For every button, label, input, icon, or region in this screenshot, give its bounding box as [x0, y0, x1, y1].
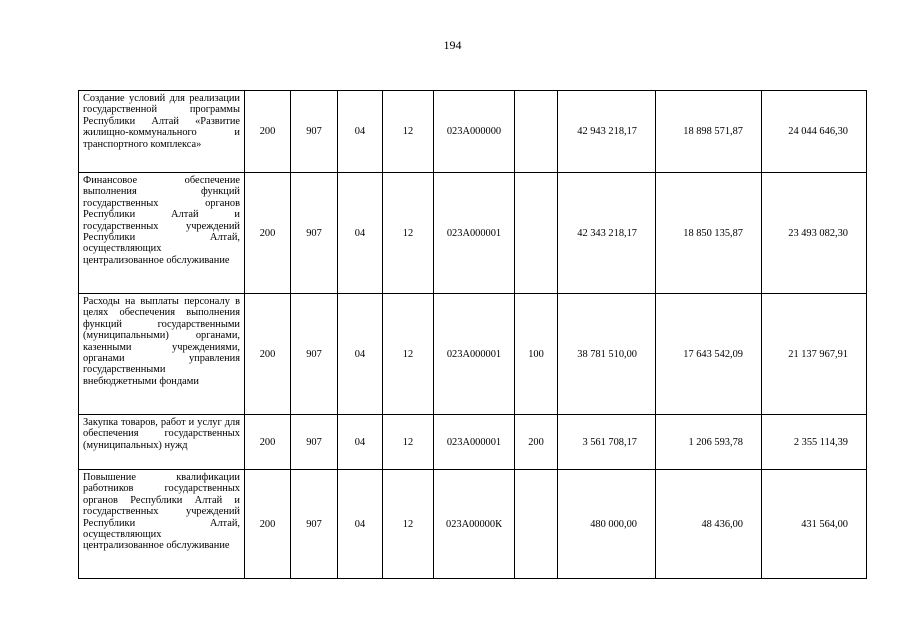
cell-code-1: 200 [245, 294, 291, 415]
cell-expense-type [515, 470, 558, 579]
cell-code-2: 907 [291, 415, 338, 470]
cell-code-2: 907 [291, 173, 338, 294]
row-name: Создание условий для реализации государственной программы Республики Алтай «Развитие жилищно-коммунального и транспортного комплекса» [79, 91, 245, 173]
cell-expense-type [515, 91, 558, 173]
cell-code-1: 200 [245, 91, 291, 173]
cell-target-article: 023А000001 [434, 173, 515, 294]
cell-amount-1: 480 000,00 [558, 470, 656, 579]
cell-expense-type [515, 173, 558, 294]
cell-code-4: 12 [383, 294, 434, 415]
table-row [79, 91, 867, 173]
cell-expense-type: 100 [515, 294, 558, 415]
table-row [79, 173, 867, 294]
cell-code-4: 12 [383, 91, 434, 173]
cell-amount-3: 21 137 967,91 [762, 294, 867, 415]
cell-amount-1: 42 943 218,17 [558, 91, 656, 173]
cell-expense-type: 200 [515, 415, 558, 470]
cell-amount-1: 42 343 218,17 [558, 173, 656, 294]
table-row [79, 415, 867, 470]
cell-target-article: 023А000000 [434, 91, 515, 173]
table-row [79, 294, 867, 415]
cell-code-4: 12 [383, 173, 434, 294]
cell-amount-1: 3 561 708,17 [558, 415, 656, 470]
cell-amount-2: 48 436,00 [656, 470, 762, 579]
cell-amount-3: 23 493 082,30 [762, 173, 867, 294]
cell-code-1: 200 [245, 173, 291, 294]
cell-code-1: 200 [245, 470, 291, 579]
cell-amount-3: 2 355 114,39 [762, 415, 867, 470]
cell-code-3: 04 [338, 91, 383, 173]
row-name: Закупка товаров, работ и услуг для обеспечения государственных (муниципальных) нужд [79, 415, 245, 470]
cell-target-article: 023А00000К [434, 470, 515, 579]
cell-code-2: 907 [291, 91, 338, 173]
cell-code-2: 907 [291, 470, 338, 579]
cell-code-4: 12 [383, 415, 434, 470]
cell-amount-2: 17 643 542,09 [656, 294, 762, 415]
cell-code-3: 04 [338, 173, 383, 294]
budget-table [78, 90, 867, 579]
cell-amount-3: 431 564,00 [762, 470, 867, 579]
cell-code-4: 12 [383, 470, 434, 579]
cell-amount-2: 18 850 135,87 [656, 173, 762, 294]
cell-target-article: 023А000001 [434, 415, 515, 470]
row-name: Расходы на выплаты персоналу в целях обеспечения выполнения функций государственными (муниципальными) органами, казенными учреждениями, органами управления государственными внебюджетными фондами [79, 294, 245, 415]
cell-code-1: 200 [245, 415, 291, 470]
cell-amount-2: 18 898 571,87 [656, 91, 762, 173]
row-name: Повышение квалификации работников государственных органов Республики Алтай и государственных учреждений Республики Алтай, осуществляющих централизованное обслуживание [79, 470, 245, 579]
cell-code-2: 907 [291, 294, 338, 415]
row-name: Финансовое обеспечение выполнения функций государственных органов Республики Алтай и государственных учреждений Республики Алтай, осуществляющих централизованное обслуживание [79, 173, 245, 294]
cell-target-article: 023А000001 [434, 294, 515, 415]
cell-amount-2: 1 206 593,78 [656, 415, 762, 470]
page-number: 194 [443, 38, 462, 52]
cell-code-3: 04 [338, 470, 383, 579]
cell-code-3: 04 [338, 415, 383, 470]
cell-amount-1: 38 781 510,00 [558, 294, 656, 415]
cell-amount-3: 24 044 646,30 [762, 91, 867, 173]
cell-code-3: 04 [338, 294, 383, 415]
table-row [79, 470, 867, 579]
